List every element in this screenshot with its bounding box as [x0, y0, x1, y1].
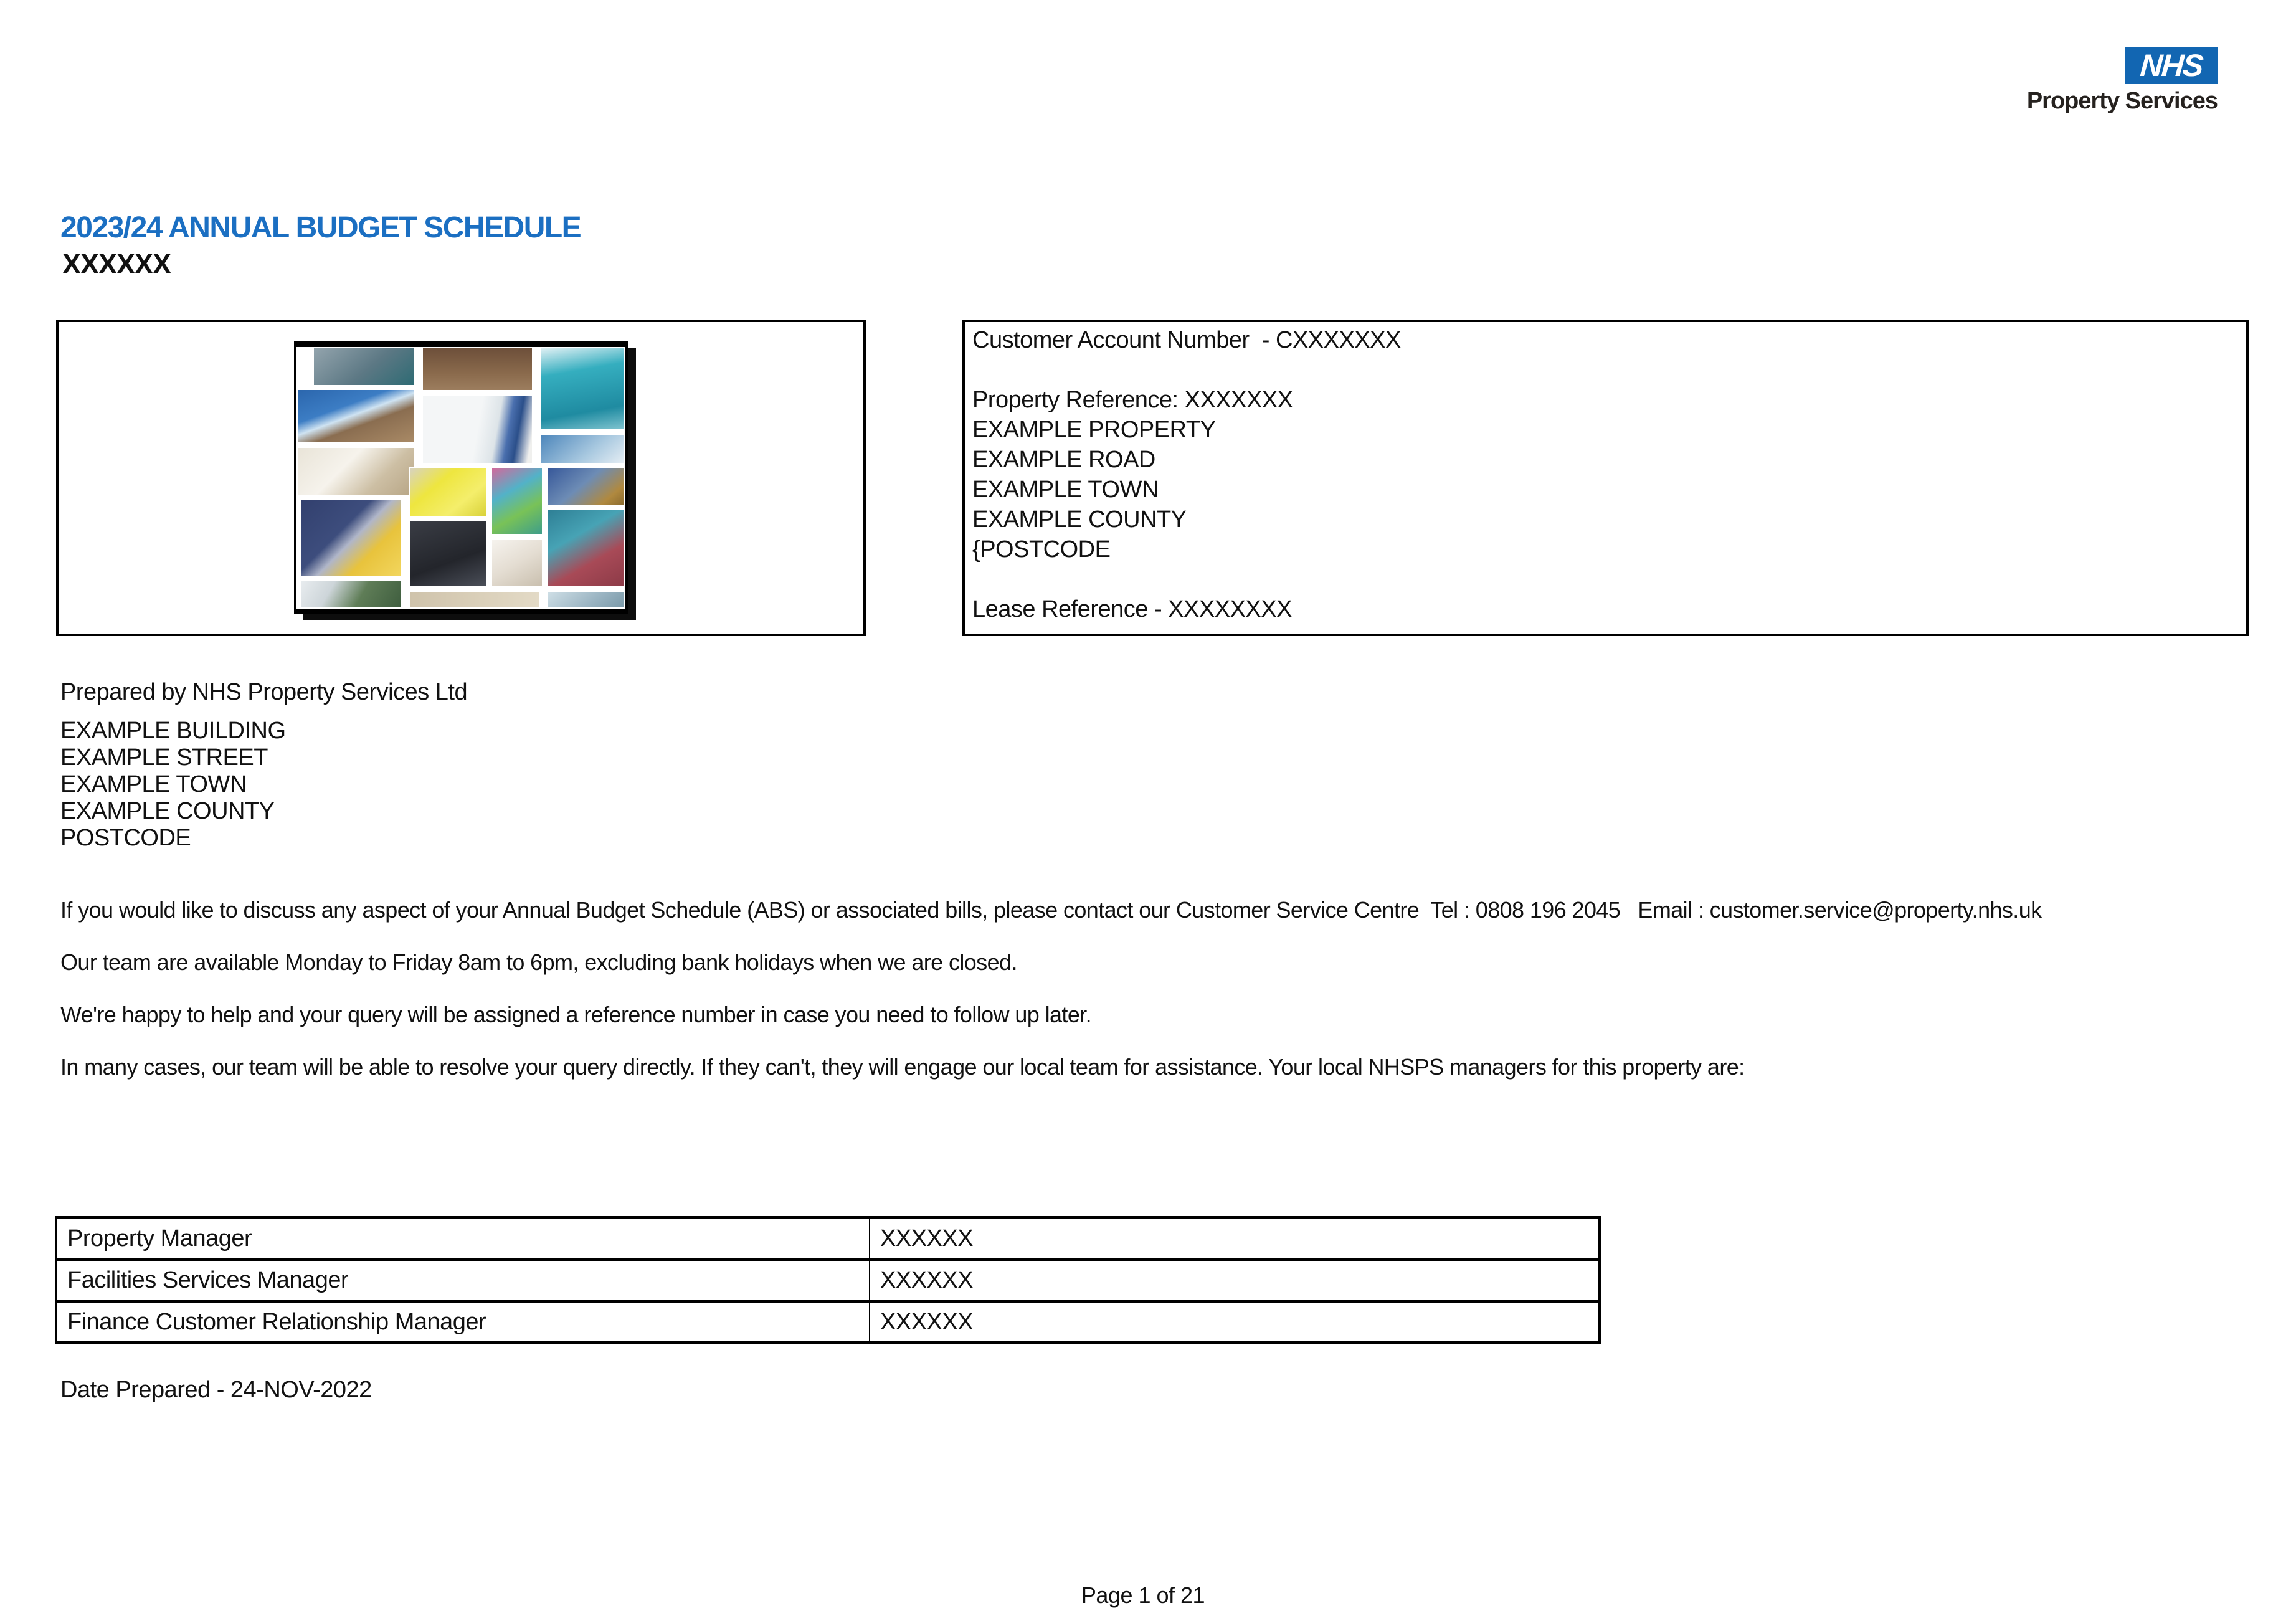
collage-photo-tile: [409, 591, 540, 609]
page-title: 2023/24 ANNUAL BUDGET SCHEDULE: [60, 211, 581, 244]
customer-account-number: Customer Account Number - CXXXXXXX: [972, 327, 1401, 353]
blank-line: [972, 355, 2239, 385]
table-row: [56, 1218, 1600, 1260]
photo-collage: [294, 341, 628, 614]
collage-photo-tile: [546, 467, 625, 506]
address-line: EXAMPLE BUILDING: [60, 718, 286, 744]
address-line: POSTCODE: [60, 825, 191, 851]
property-address-line: EXAMPLE PROPERTY: [972, 417, 1216, 443]
collage-photo-tile: [540, 434, 625, 465]
collage-photo-tile: [422, 394, 534, 465]
page-subtitle: XXXXXX: [62, 248, 171, 280]
collage-photo-tile: [540, 347, 625, 430]
manager-role-cell: Property Manager: [56, 1218, 870, 1260]
manager-role-cell: Finance Customer Relationship Manager: [56, 1301, 870, 1343]
managers-table: [55, 1216, 1601, 1344]
property-address-line: EXAMPLE ROAD: [972, 447, 1155, 473]
collage-photo-tile: [300, 499, 402, 578]
lease-reference: Lease Reference - XXXXXXXX: [972, 596, 1292, 622]
collage-photo-tile: [300, 580, 402, 609]
collage-photo-tile: [313, 347, 415, 386]
page-number: Page 1 of 21: [1081, 1582, 1205, 1608]
customer-account-box: [962, 320, 2249, 636]
manager-name-cell: XXXXXX: [870, 1218, 1600, 1260]
nhs-property-services-logo: [2027, 47, 2218, 115]
table-row: [56, 1301, 1600, 1343]
collage-photo-tile: [491, 538, 543, 588]
collage-photo-tile: [422, 347, 534, 391]
table-row: [56, 1260, 1600, 1301]
manager-name-cell: XXXXXX: [870, 1301, 1600, 1343]
logo-subtitle: Property Services: [2026, 88, 2218, 114]
reference-number-paragraph: We're happy to help and your query will be assigned a reference number in case you need to follow up later.: [60, 1002, 1092, 1027]
address-line: EXAMPLE STREET: [60, 744, 268, 771]
property-postcode: {POSTCODE: [972, 536, 1111, 563]
manager-name-cell: XXXXXX: [870, 1260, 1600, 1301]
collage-photo-tile: [409, 467, 488, 517]
collage-photo-tile: [546, 509, 625, 587]
property-address-line: EXAMPLE TOWN: [972, 477, 1159, 503]
nhs-logo-icon: [2125, 47, 2218, 84]
blank-line: [972, 564, 2239, 594]
property-address-line: EXAMPLE COUNTY: [972, 506, 1187, 533]
property-reference: Property Reference: XXXXXXX: [972, 387, 1293, 413]
photo-box: [56, 320, 866, 636]
prepared-by-address: [60, 718, 286, 852]
collage-photo-tile: [491, 467, 543, 535]
address-line: EXAMPLE TOWN: [60, 771, 247, 797]
prepared-by-line: Prepared by NHS Property Services Ltd: [60, 679, 468, 705]
address-line: EXAMPLE COUNTY: [60, 798, 275, 824]
collage-photo-tile: [296, 389, 415, 444]
manager-role-cell: Facilities Services Manager: [56, 1260, 870, 1301]
local-managers-paragraph: In many cases, our team will be able to resolve your query directly. If they can't, they will engage our local team for assistance. Your local NHSPS managers for this property are:: [60, 1054, 1745, 1080]
collage-photo-tile: [296, 447, 415, 497]
collage-photo-tile: [409, 520, 488, 587]
availability-paragraph: Our team are available Monday to Friday 8am to 6pm, excluding bank holidays when we are closed.: [60, 949, 1017, 975]
nhs-logo-text: NHS: [2139, 48, 2204, 83]
date-prepared: Date Prepared - 24-NOV-2022: [60, 1377, 372, 1403]
contact-paragraph: If you would like to discuss any aspect of your Annual Budget Schedule (ABS) or associated bills, please contact our Customer Service Centre Tel : 0808 196 2045 Email : customer.service@property.nhs.uk: [60, 897, 2042, 923]
collage-photo-tile: [546, 591, 625, 609]
